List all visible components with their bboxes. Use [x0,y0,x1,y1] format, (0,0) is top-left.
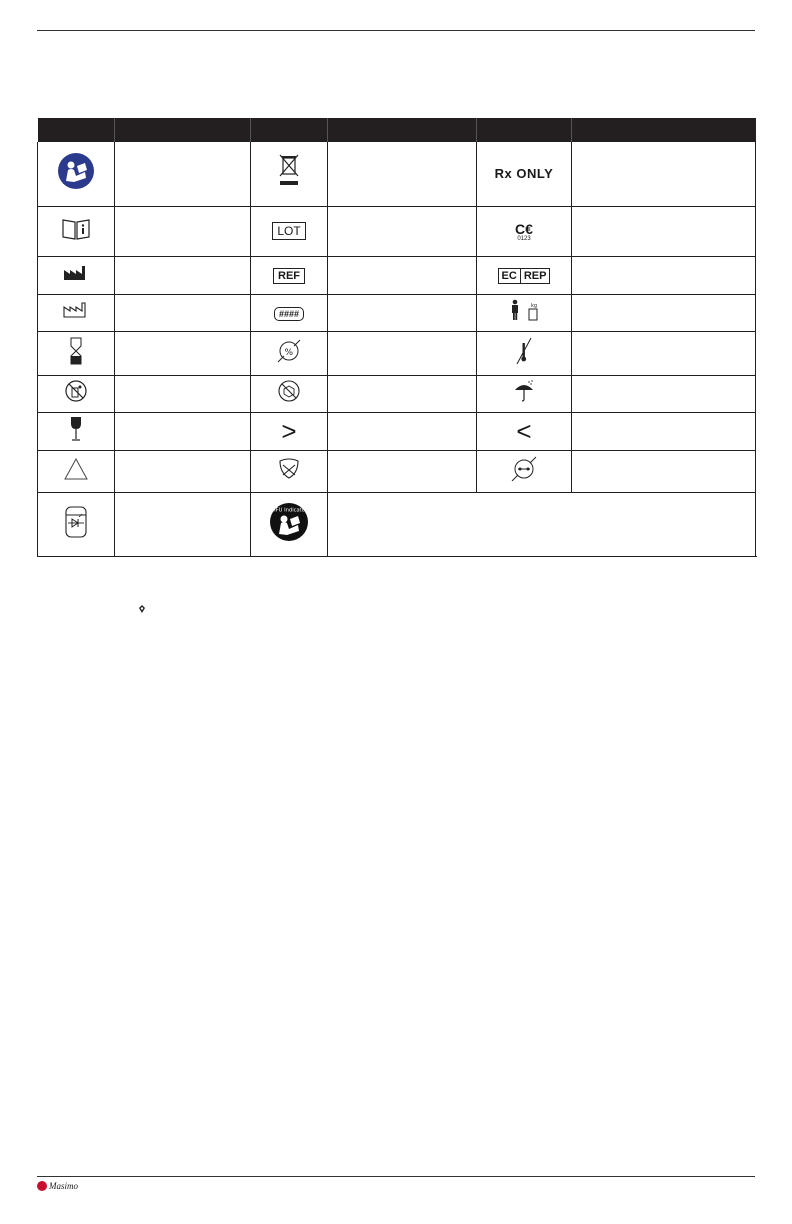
follow-instructions-icon [57,152,95,190]
eifu-indicator-icon [269,502,309,542]
rep-label: REP [523,270,547,282]
svg-text:kg: kg [531,303,538,309]
table-header-row [38,118,756,142]
fragile-icon [69,416,83,442]
header-symbol-1 [38,118,115,142]
bottom-rule [37,1176,755,1177]
serial-number-icon: #### [274,307,304,321]
latex-free-icon [277,457,301,481]
header-symbol-3 [477,118,572,142]
pressure-limit-icon [510,455,538,483]
header-description-2 [328,118,477,142]
ce-mark-text: C€ [515,220,533,237]
table-row [38,450,756,492]
symbols-table [37,118,756,557]
manufacturer-icon [63,265,89,281]
ce-notified-body-number: 0123 [517,235,531,242]
header-description-3 [572,118,756,142]
humidity-limit-icon [276,338,302,364]
do-not-discard-icon [64,379,88,403]
rx-only-icon: Rx ONLY [494,165,554,181]
eifu-label: eIFU Indicator [270,507,308,513]
temperature-limit-icon [515,337,533,365]
table-row [38,331,756,375]
table-row [38,294,756,331]
keep-dry-icon [512,379,536,403]
expiration-hourglass-icon [69,337,83,365]
table-row [38,492,756,556]
footnote-symbol-icon [138,601,146,619]
table-row [38,256,756,294]
ce-mark-icon [515,222,533,242]
table-row [38,142,756,206]
less-than-icon: < [516,415,532,446]
consult-instructions-icon [61,217,91,241]
header-description-1 [115,118,251,142]
svg-text:%: % [284,347,294,358]
table-row [38,206,756,256]
footer-logo [37,1181,78,1191]
do-not-use-damaged-icon [277,379,301,403]
brand-wordmark: Masimo [49,1181,78,1191]
ec-rep-icon [498,268,551,284]
table-row [38,375,756,412]
weee-disposal-icon [277,154,301,188]
brand-mark-icon [37,1181,47,1191]
body-weight-icon [509,299,539,321]
ref-icon: REF [273,268,305,284]
lot-icon: LOT [272,222,305,240]
table-row [38,412,756,450]
date-of-manufacture-icon [63,302,89,318]
ec-label: EC [499,269,521,283]
top-rule [37,30,755,31]
light-emitting-diode-icon [64,505,88,539]
greater-than-icon: > [281,415,297,446]
header-symbol-2 [251,118,328,142]
caution-triangle-icon [63,457,89,481]
